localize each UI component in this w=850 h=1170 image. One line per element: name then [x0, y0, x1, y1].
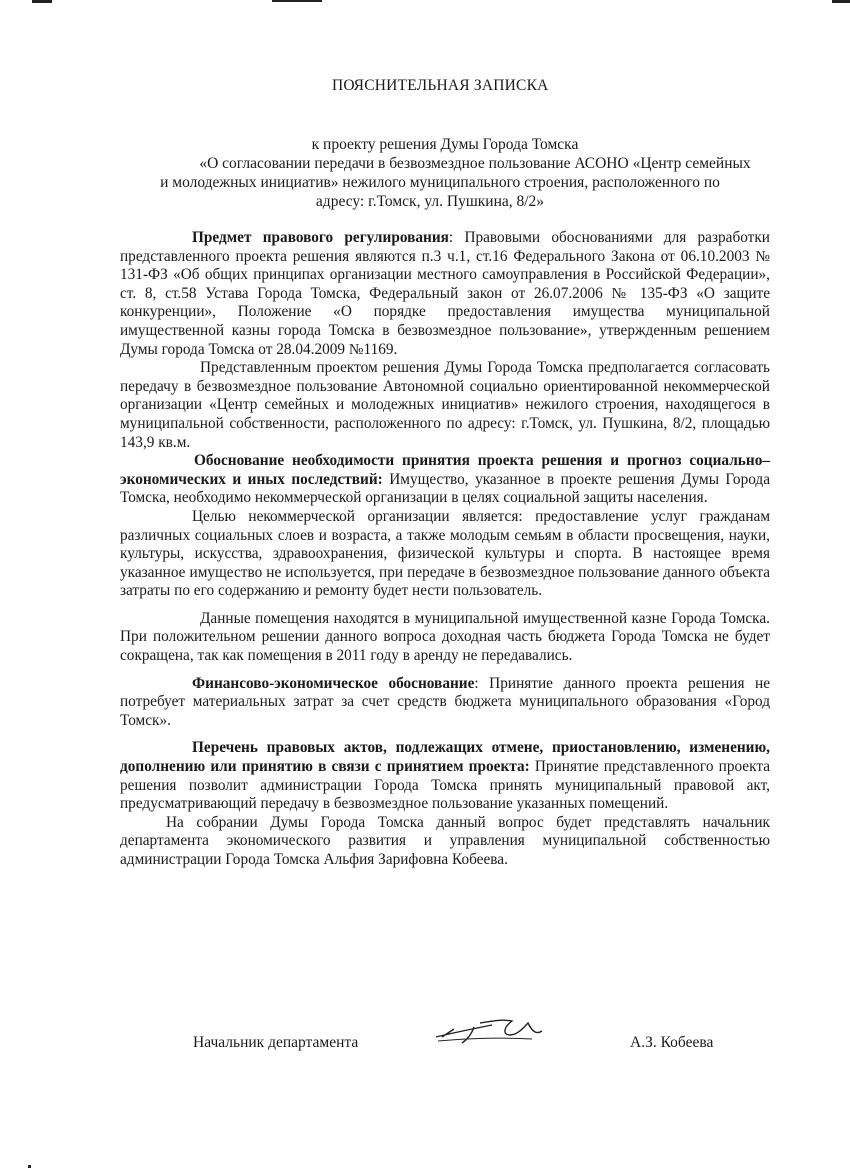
document-subject — [120, 135, 770, 211]
paragraph-financial — [120, 675, 770, 731]
paragraph-legal-acts — [120, 739, 770, 813]
paragraph-text: Целью некоммерческой организации является: предоставление услуг гражданам различных социальных слоев и возраста, а также молодым семьям в области просвещения, науки, культуры, искусства, здравоохранения, физической культуры и спорта. В настоящее время указанное имущество не используется, при передаче в безвозмездное пользование данного объекта затраты по его содержанию и ремонту будет нести пользователь. — [120, 507, 770, 600]
paragraph-heading: Обоснование необходимости принятия проекта решения и прогноз социально–экономических и иных последствий: — [120, 452, 770, 488]
paragraph-presenter — [120, 814, 770, 870]
paragraph-purpose — [120, 508, 770, 601]
paragraph-text: Принятие представленного проекта решения позволит администрации Города Томска принять муниципальный правовой акт, предусматривающий передачу в безвозмездное пользование указанных помещений. — [120, 758, 770, 813]
paragraph-legal-basis — [120, 229, 770, 359]
subject-line: адресу: г.Томск, ул. Пушкина, 8/2» — [315, 193, 545, 210]
signature-position: Начальник департамента — [193, 1034, 359, 1051]
subject-line: и молодежных инициатив» нежилого муниципального строения, расположенного по — [160, 174, 720, 191]
scan-mark-top-left — [32, 0, 52, 3]
paragraph-text: : Принятие данного проекта решения не потребует материальных затрат за счет средств бюджета муниципального образования «Город Томск». — [120, 674, 770, 729]
signature-name: А.З. Кобеева — [630, 1034, 714, 1051]
paragraph-heading: Перечень правовых актов, подлежащих отмене, приостановлению, изменению, дополнению или принятию в связи с принятием проекта: — [120, 739, 770, 776]
paragraph-text: На собрании Думы Города Томска данный вопрос будет представлять начальник департамента экономического развития и управления муниципальной собственностью администрации Города Томска Альфия Зарифовна Кобеева. — [120, 813, 770, 868]
subject-line: «О согласовании передачи в безвозмездное пользование АСОНО «Центр семейных — [199, 155, 751, 172]
paragraph-text: : Правовыми обоснованиями для разработки представленного проекта решения являются п.3 ч.1, ст.16 Федерального Закона от 06.10.2003 № 131-ФЗ «Об общих принципах организации местного самоуправления в Российской Федерации», ст. 8, ст.58 Устава Города Томска, Федеральный закон от 26.07.2006 № 135-ФЗ «О защите конкуренции», Положение «О порядке предоставления имущества муниципальной имущественной казны города Томска в безвозмездное пользование», утвержденным решением Думы города Томска от 28.04.2009 №1169. — [120, 229, 770, 358]
paragraph-text: Представленным проектом решения Думы Города Томска предполагается согласовать передачу в безвозмездное пользование Автономной социально ориентированной некоммерческой организации «Центр семейных и молодежных инициатив» нежилого строения, находящегося в муниципальной собственности, расположенного по адресу: г.Томск, ул. Пушкина, 8/2, площадью 143,9 кв.м. — [120, 359, 770, 451]
paragraph-text: Данные помещения находятся в муниципальной имущественной казне Города Томска. При положительном решении данного вопроса доходная часть бюджета Города Томска не будет сокращена, так как помещения в 2011 году в аренду не передавались. — [120, 609, 770, 665]
handwritten-signature — [432, 1005, 552, 1055]
signature-underline — [438, 1038, 532, 1041]
paragraph-heading: Предмет правового регулирования — [192, 229, 449, 246]
scan-mark-top-center — [272, 0, 322, 2]
scan-mark-bottom-left — [28, 1165, 31, 1168]
paragraph-heading: Финансово-экономическое обоснование — [192, 674, 475, 692]
paragraph-proposal — [120, 359, 770, 452]
document-body — [120, 229, 770, 870]
paragraph-text: Имущество, указанное в проекте решения Думы Города Томска, необходимо некоммерческой организации в целях социальной защиты населения. — [120, 470, 770, 507]
document-title: ПОЯСНИТЕЛЬНАЯ ЗАПИСКА — [332, 77, 549, 94]
subject-line: к проекту решения Думы Города Томска — [311, 136, 579, 153]
paragraph-justification — [120, 452, 770, 508]
paragraph-property-status — [120, 610, 770, 666]
scan-mark-top-right — [832, 0, 850, 3]
